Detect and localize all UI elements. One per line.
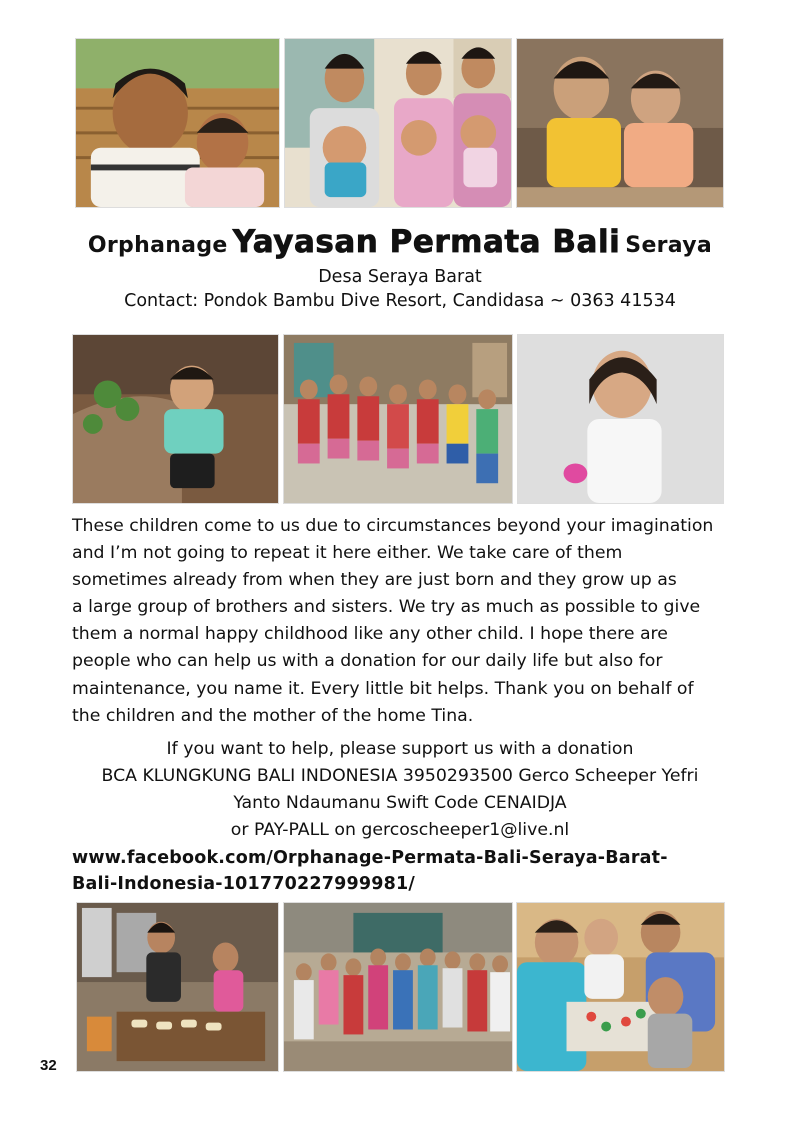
photo-kitchen-baking [76, 902, 279, 1072]
title-suffix: Seraya [625, 233, 713, 258]
photo-toddler-in-garden [72, 334, 279, 504]
photo-mothers-with-babies [284, 38, 512, 208]
photo-children-group-uniforms [283, 334, 513, 504]
body-paragraph [72, 513, 762, 730]
photo-two-boys-on-bench [75, 38, 280, 208]
body-line: These children come to us due to circumstances beyond your imagination [72, 516, 714, 536]
photo-kids-crafting [516, 902, 725, 1072]
photo-large-group-family [283, 902, 513, 1072]
body-line: the children and the mother of the home Tina. [72, 705, 474, 726]
donation-line: or PAY-PALL on gercoscheeper1@live.nl [230, 820, 570, 841]
bottom-photo-row [0, 902, 800, 1072]
facebook-link-line[interactable]: Bali-Indonesia-101770227999981/ [72, 874, 415, 894]
photo-two-toddlers [516, 38, 724, 208]
title-name: Yayasan Permata Bali [232, 224, 621, 260]
facebook-link[interactable] [72, 845, 772, 897]
body-line: people who can help us with a donation for our daily life but also for [72, 651, 663, 672]
facebook-link-line[interactable]: www.facebook.com/Orphanage-Permata-Bali-Seraya-Barat- [72, 848, 668, 868]
body-line: and I’m not going to repeat it here either. We take care of them [72, 543, 623, 564]
donation-info [0, 736, 800, 844]
donation-line: If you want to help, please support us with a donation [166, 739, 634, 759]
body-line: them a normal happy childhood like any other child. I hope there are [72, 624, 668, 645]
contact-line: Contact: Pondok Bambu Dive Resort, Candidasa ~ 0363 41534 [124, 291, 676, 311]
title-prefix: Orphanage [87, 233, 228, 258]
photo-girl-smiling [517, 334, 724, 504]
orphanage-title [0, 224, 800, 260]
body-line: sometimes already from when they are just born and they grow up as [72, 570, 677, 591]
donation-line: BCA KLUNGKUNG BALI INDONESIA 3950293500 Gerco Scheeper Yefri [101, 766, 699, 787]
location: Desa Seraya Barat [318, 267, 482, 287]
body-line: maintenance, you name it. Every little bit helps. Thank you on behalf of [72, 678, 694, 699]
top-photo-row [0, 38, 800, 208]
page-number: 32 [40, 1057, 57, 1074]
middle-photo-row [0, 334, 800, 504]
donation-line: Yanto Ndaumanu Swift Code CENAIDJA [233, 793, 567, 814]
body-line: a large group of brothers and sisters. We try as much as possible to give [72, 597, 701, 618]
